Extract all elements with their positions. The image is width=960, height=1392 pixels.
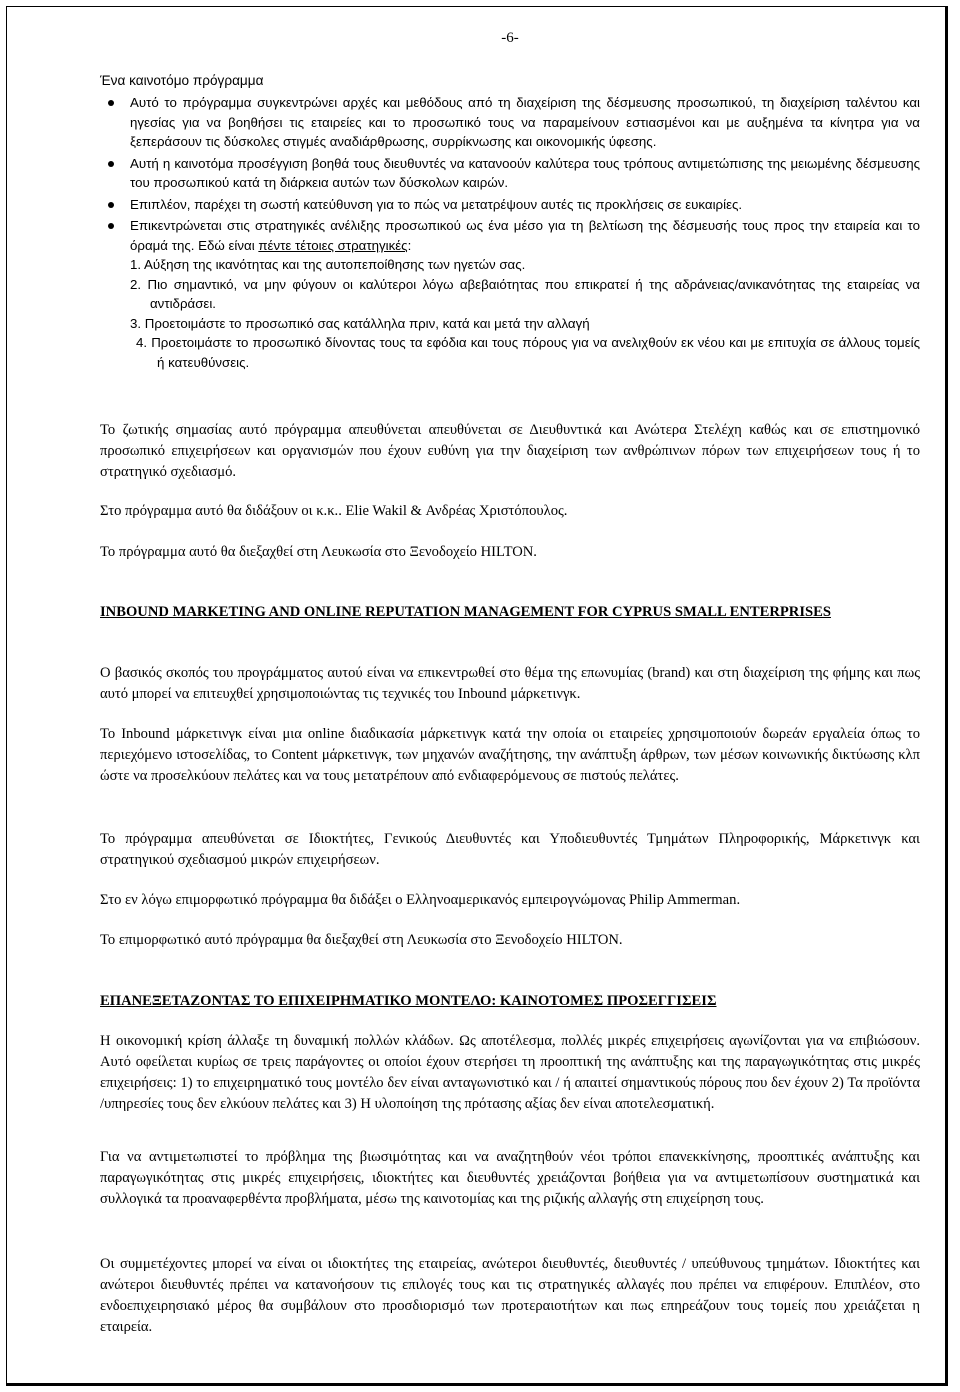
paragraph: Το Inbound μάρκετινγκ είναι μια online διαδικασία μάρκετινγκ κατά την οποία οι εταιρείες χρησιμοποιούν δωρεάν εργαλεία όπως το περιεχόμενο ιστοσελίδας, το Content μάρκετινγκ, των μηχανών αναζήτησης, την ανάπτυξη άρθρων, των μέσων κοινωνικής δικτύωσης κλπ ώστε να προσελκύουν πελάτες και να τους μετατρέπουν από ενδιαφερόμενους σε πιστούς πελάτες. (100, 726, 920, 784)
bullet-item (100, 93, 920, 152)
paragraph: Το ζωτικής σημασίας αυτό πρόγραμμα απευθύνεται απευθύνεται σε Διευθυντικά και Ανώτερα Στελέχη καθώς και σε επιστημονικό προσωπικό επιχειρήσεων και οργανισμών που έχουν ευθύνη για την διαχείριση των ανθρώπινων πόρων των επιχειρήσεων τους ή το στρατηγικό σχεδιασμό. (100, 422, 920, 480)
section-heading-business-model: ΕΠΑΝΕΞΕΤΑΖΟΝΤΑΣ ΤΟ ΕΠΙΧΕΙΡΗΜΑΤΙΚΟ ΜΟΝΤΕΛΟ: ΚΑΙΝΟΤΟΜΕΣ ΠΡΟΣΕΓΓΙΣΕΙΣ (100, 993, 717, 1009)
section-title-innovative-program: Ένα καινοτόμο πρόγραμμα (100, 73, 264, 88)
bullet-text: Αυτή η καινοτόμα προσέγγιση βοηθά τους διευθυντές να κατανοούν καλύτερα τους τρόπους αντιμετώπισης της μειωμένης δέσμευσης του προσωπικού κατά τη διάρκεια αυτών των δύσκολων καιρών. (130, 155, 920, 190)
strategies-list (100, 255, 920, 372)
bullet-icon (108, 223, 114, 229)
strategy-item: 2. Πιο σημαντικό, να μην φύγουν οι καλύτεροι λόγω αβεβαιότητας που επικρατεί ή της αδράνειας/ανικανότητας της εταιρείας να αντιδράσει. (130, 276, 920, 311)
bullet-icon (108, 202, 114, 208)
bullet-list (100, 93, 920, 374)
bullet-text: Επικεντρώνεται στις στρατηγικές ανέλιξης προσωπικού ως ένα μέσο για τη βελτίωση της δέσμευσής τους προς την εταιρεία και το όραμά της. Εδώ είναι (130, 218, 920, 253)
bullet-icon (108, 161, 114, 167)
paragraph: Στο εν λόγω επιμορφωτικό πρόγραμμα θα διδάξει ο Ελληνοαμερικανός εμπειρογνώμονας Philip Ammerman. (100, 892, 741, 908)
page-number: -6- (501, 30, 519, 46)
bullet-icon (108, 100, 114, 106)
paragraph: Το πρόγραμμα απευθύνεται σε Ιδιοκτήτες, Γενικούς Διευθυντές και Υποδιευθυντές Τμημάτων Πληροφορικής, Μάρκετινγκ και στρατηγικού σχεδιασμού μικρών επιχειρήσεων. (100, 831, 920, 868)
strategy-item: 1. Αύξηση της ικανότητας και της αυτοπεποίθησης των ηγετών σας. (130, 257, 526, 272)
paragraph: Το επιμορφωτικό αυτό πρόγραμμα θα διεξαχθεί στη Λευκωσία στο Ξενοδοχείο HILTON. (100, 932, 623, 948)
bullet-text: Αυτό το πρόγραμμα συγκεντρώνει αρχές και μεθόδους από τη διαχείριση της δέσμευσης προσωπικού, τη διαχείριση ταλέντου και ηγεσίας για να βοηθήσει τις εταιρείες και το προσωπικό τους να παραμείνουν εστιασμένοι και με αυξημένα τα κίνητρα για να ξεπεράσουν τις δύσκολες στιγμές αναδιάρθρωσης, συρρίκνωσης και οικονομικής ύφεσης. (130, 95, 920, 149)
bullet-item (100, 154, 920, 193)
strategies-underlined-text: πέντε τέτοιες στρατηγικές (258, 237, 408, 253)
strategy-item: 3. Προετοιμάστε το προσωπικό σας κατάλληλα πριν, κατά και μετά την αλλαγή (130, 315, 590, 331)
bullet-text-end: : (407, 237, 412, 253)
paragraph: Το πρόγραμμα αυτό θα διεξαχθεί στη Λευκωσία στο Ξενοδοχείο HILTON. (100, 544, 537, 560)
paragraph: Η οικονομική κρίση άλλαξε τη δυναμική πολλών κλάδων. Ως αποτέλεσμα, πολλές μικρές επιχειρήσεις αγωνίζονται για να επιβιώσουν. Αυτό οφείλεται κυρίως σε τρεις παράγοντες οι οποίοι έχουν στερήσει τη προοπτική της ανάπτυξης και της παραγωγικότητας στις μικρές επιχειρήσεις: 1) το επιχειρηματικό τους μοντέλο δεν είναι ανταγωνιστικό και / ή απαιτεί σημαντικούς πόρους που δεν έχουν 2) Τα προϊόντα /υπηρεσίες τους δεν ελκύουν πελάτες και 3) Η υλοποίηση της πρότασης αξίας δεν είναι αποτελεσματική. (100, 1033, 920, 1112)
paragraph: Στο πρόγραμμα αυτό θα διδάξουν οι κ.κ.. Elie Wakil & Ανδρέας Χριστόπουλος. (100, 503, 568, 519)
bullet-text: Επιπλέον, παρέχει τη σωστή κατεύθυνση για το πώς να μετατρέψουν αυτές τις προκλήσεις σε ευκαιρίες. (130, 196, 743, 212)
section-heading-inbound-marketing: INBOUND MARKETING AND ONLINE REPUTATION MANAGEMENT FOR CYPRUS SMALL ENTERPRISES (100, 604, 831, 620)
document-page (6, 6, 948, 1386)
bullet-item (100, 195, 920, 215)
paragraph: Για να αντιμετωπιστεί το πρόβλημα της βιωσιμότητας και να αναζητηθούν νέοι τρόποι επανεκκίνησης, προοπτικές ανάπτυξης και παραγωγικότητας στις μικρές επιχειρήσεις, ιδιοκτήτες και διευθυντές χρειάζονται βοήθεια για να αντιμετωπίσουν συστηματικά και συλλογικά τα προαναφερθέντα προβλήματα, μέσω της καινοτομίας και της ριζικής αλλαγής στη επιχείρηση τους. (100, 1149, 920, 1207)
paragraph: Ο βασικός σκοπός του προγράμματος αυτού είναι να επικεντρωθεί στο θέμα της επωνυμίας (brand) και στη διαχείριση της φήμης και πως αυτό μπορεί να επιτευχθεί χρησιμοποιώντας τις τεχνικές του Inbound μάρκετινγκ. (100, 665, 920, 702)
paragraph: Οι συμμετέχοντες μπορεί να είναι οι ιδιοκτήτες της εταιρείας, ανώτεροι διευθυντές, διευθυντές / υπεύθυνους τμημάτων. Ιδιοκτήτες και ανώτεροι διευθυντές πρέπει να κατανοήσουν τις επιλογές τους και τις στρατηγικές αλλαγές που πρέπει να επιφέρουν. Επιπλέον, στο ενδοεπιχειρησιακό μέρος θα συμβάλουν στο προσδιορισμό των προτεραιοτήτων και πως επηρεάζουν τους τομείς που χρειάζεται η εταιρεία. (100, 1256, 920, 1335)
bullet-item (100, 216, 920, 372)
strategy-item: 4. Προετοιμάστε το προσωπικό δίνοντας τους τα εφόδια και τους πόρους για να ανελιχθούν εκ νέου και με επιτυχία σε άλλους τομείς ή κατευθύνσεις. (136, 335, 920, 370)
